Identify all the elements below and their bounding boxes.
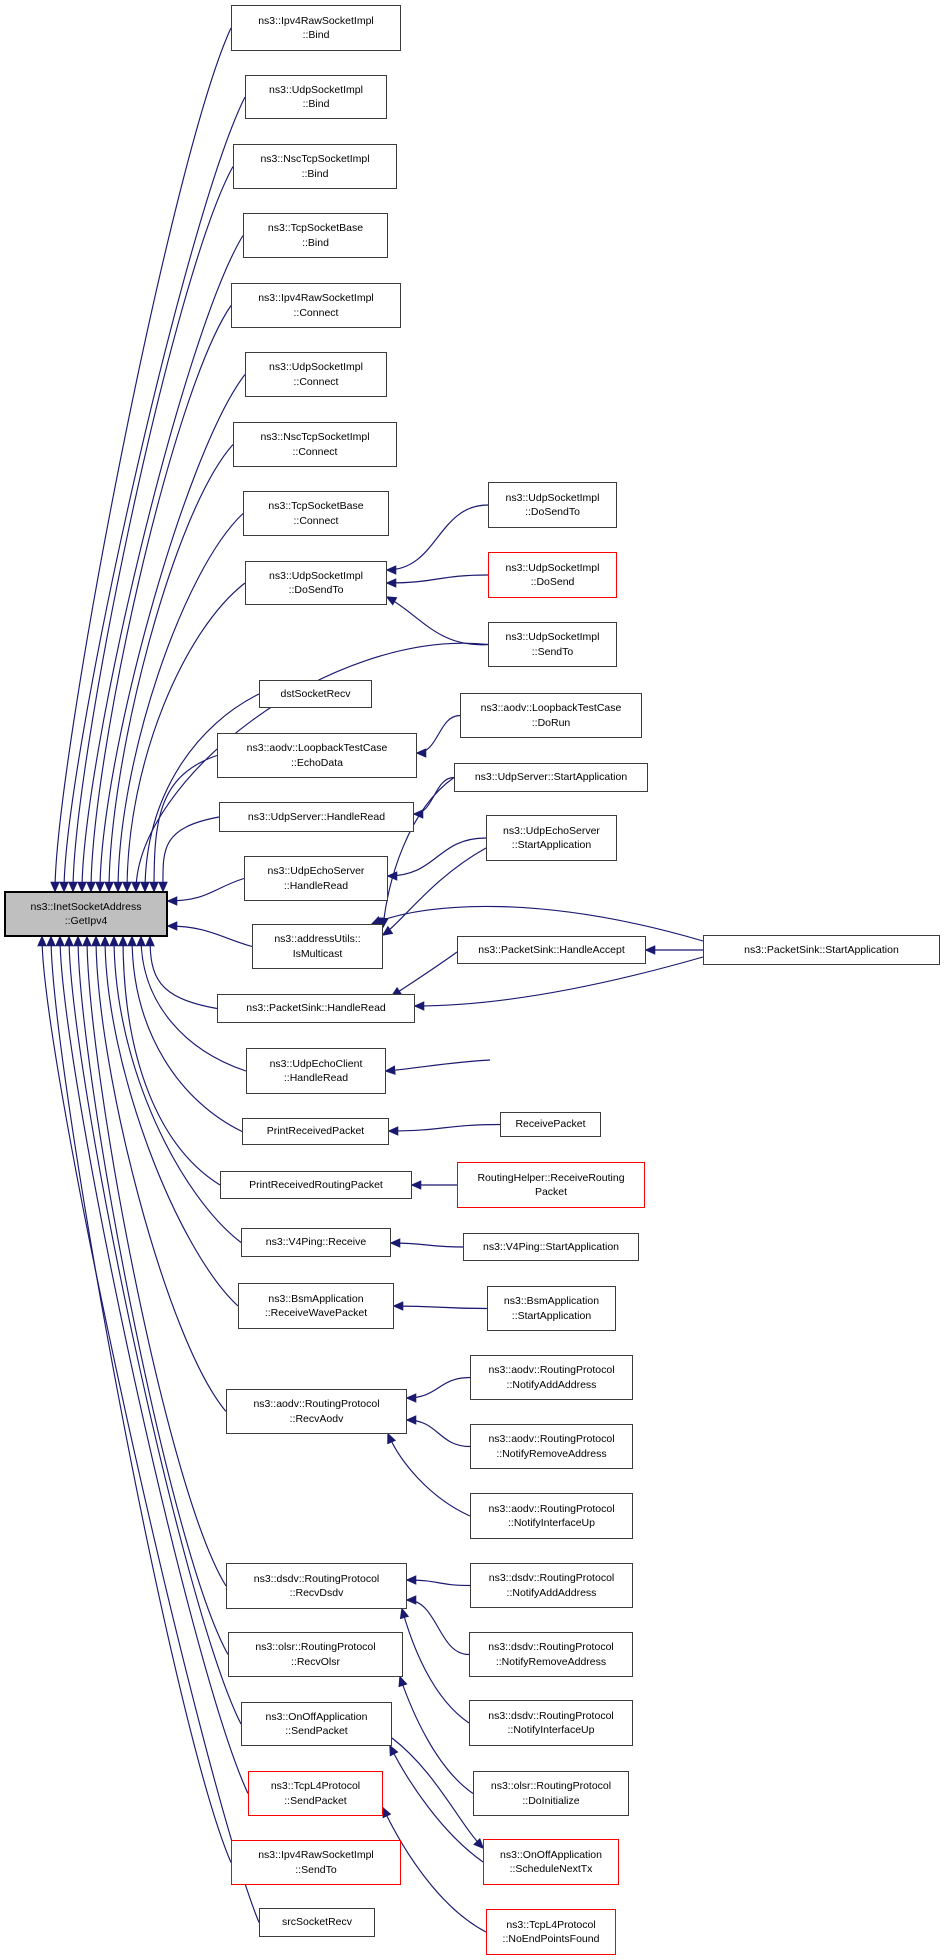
node-packetsink-hr[interactable] [217,994,415,1023]
edge-aodv-naa-to-aodv-recvaodv [407,1378,470,1399]
node-label: ns3::aodv::RoutingProtocol [488,1502,615,1515]
node-bsm-recvwave[interactable] [238,1283,394,1329]
node-label: ns3::UdpSocketImpl [505,561,600,574]
node-label: ::Connect [293,306,339,319]
node-printrecvpacket[interactable] [242,1118,389,1145]
node-label: ::DoRun [531,716,571,729]
node-label: ::Connect [292,445,338,458]
node-label: ns3::aodv::RoutingProtocol [488,1364,615,1376]
node-label: ::HandleRead [283,879,349,892]
node-udp-dosendto2[interactable] [488,482,617,528]
node-label: ns3::dsdv::RoutingProtocol [488,1709,614,1722]
node-label: ns3::TcpL4Protocol [506,1918,596,1931]
node-label: ::NotifyAddAddress [506,1586,597,1599]
node-srcsocketrecv[interactable] [259,1908,375,1937]
node-label: PrintReceivedPacket [266,1125,365,1138]
node-label: ::NoEndPointsFound [502,1933,600,1945]
edge-udpserver-hr-to-root [163,817,219,891]
node-label: ns3::aodv::LoopbackTestCase [246,742,388,754]
node-label: ns3::Ipv4RawSocketImpl [258,14,374,27]
node-label: ::NotifyInterfaceUp [507,1724,595,1736]
node-udp-connect[interactable] [245,352,387,397]
edge-udp-sendto2-to-udp-dosendto [387,597,488,645]
edge-packetsink-ha-to-packetsink-hr [392,952,457,996]
edge-ismulticast-to-root [168,926,252,947]
edge-udpechoserver-hr-to-root [168,879,244,902]
edge-udpechoserver-sa-to-ismulticast [383,848,486,935]
node-nsctcp-connect[interactable] [233,422,397,467]
node-label: ns3::TcpL4Protocol [270,1780,361,1792]
node-label: ::Bind [301,167,329,180]
edge-udp-dosend-to-udp-dosendto [387,575,488,583]
node-aodv-echodata[interactable] [217,733,417,778]
node-tcp-connect[interactable] [243,491,389,536]
edge-aodv-dorun-to-aodv-echodata [417,716,460,754]
node-label: ns3::aodv::RoutingProtocol [488,1433,615,1445]
node-label: ns3::aodv::LoopbackTestCase [480,702,622,714]
node-routinghelper-rrp[interactable] [457,1162,645,1208]
node-ipv4raw-bind[interactable] [231,5,401,51]
node-label: ::GetIpv4 [64,915,108,927]
edge-tcp-connect-to-root [118,514,243,892]
node-label: ::DoSendTo [525,506,580,518]
node-label: ::SendPacket [285,1725,348,1737]
edge-dsdv-niu-to-dsdv-recvdsdv [402,1609,469,1723]
edge-packetsink-hr-to-root [150,937,217,1009]
node-label: ns3::Ipv4RawSocketImpl [258,292,374,304]
node-label: ns3::addressUtils:: [274,933,361,945]
node-aodv-naa[interactable] [470,1355,633,1400]
node-label: ::Connect [293,514,339,527]
node-label: ::ScheduleNextTx [509,1863,593,1875]
node-label: ns3::olsr::RoutingProtocol [490,1780,612,1792]
node-v4ping-receive[interactable] [241,1228,391,1257]
node-olsr-recvolsr[interactable] [228,1632,403,1677]
edge-dsdv-recvdsdv-to-root [87,937,226,1586]
node-label: ns3::OnOffApplication [265,1710,368,1723]
node-label: ::EchoData [291,756,343,769]
node-label: ::DoSend [530,576,575,588]
edge-nsctcp-bind-to-root [73,167,233,892]
node-ipv4raw-sendto[interactable] [231,1840,401,1885]
node-label: ns3::UdpEchoClient [269,1057,363,1070]
node-label: ns3::PacketSink::HandleAccept [478,943,625,956]
node-label: ns3::UdpSocketImpl [269,361,363,373]
edge-printrecvroutpacket-to-root [123,937,220,1185]
node-label: ns3::olsr::RoutingProtocol [255,1641,376,1653]
node-bsm-sa[interactable] [487,1286,616,1331]
node-label: ns3::V4Ping::StartApplication [483,1240,619,1253]
node-label: ns3::UdpSocketImpl [505,491,600,504]
edge-tcp-bind-to-root [82,236,243,892]
node-label: srcSocketRecv [281,1916,353,1929]
node-nsctcp-bind[interactable] [233,144,397,189]
node-label: ns3::dsdv::RoutingProtocol [488,1641,614,1653]
node-label: ::NotifyAddAddress [506,1378,597,1391]
node-label: RoutingHelper::ReceiveRouting [477,1171,625,1184]
node-label: ns3::NscTcpSocketImpl [260,431,370,443]
node-label: ns3::UdpSocketImpl [505,631,600,643]
node-label: Packet [534,1186,568,1198]
edge-udpechoclient-hr-to-udpechoclient-hr [386,1060,490,1071]
node-onoff-schednexttx[interactable] [483,1839,619,1885]
node-label: ::Bind [302,29,330,41]
node-label: ::Bind [302,236,329,249]
node-label: ::HandleRead [283,1072,349,1084]
node-dsdv-naa[interactable] [470,1563,633,1608]
edge-v4ping-sa-to-v4ping-receive [391,1243,463,1247]
node-label: ::Connect [293,375,339,388]
node-tcpl4-noendpoints[interactable] [486,1909,616,1955]
node-label: ns3::Ipv4RawSocketImpl [258,1849,374,1861]
node-dsdv-niu[interactable] [469,1700,633,1746]
node-root [4,891,168,937]
edge-dstsocketrecv-to-root [145,694,259,891]
edge-dsdv-nra-to-dsdv-recvdsdv [407,1600,469,1655]
node-udp-sendto2[interactable] [488,622,617,667]
node-packetsink-sa[interactable] [703,935,940,965]
node-udpserver-sa[interactable] [454,763,648,792]
node-onoff-sendpacket[interactable] [241,1702,392,1746]
node-label: IsMulticast [292,947,343,960]
node-label: ns3::UdpSocketImpl [269,83,363,96]
node-packetsink-ha[interactable] [457,936,646,964]
node-aodv-dorun[interactable] [460,693,642,738]
node-olsr-doinit[interactable] [473,1771,629,1816]
edge-onoff-schednexttx-to-onoff-sendpacket [390,1746,483,1862]
node-label: ::SendPacket [284,1794,347,1807]
node-label: ns3::NscTcpSocketImpl [260,153,370,165]
node-label: ns3::PacketSink::HandleRead [246,1002,386,1015]
node-label: ns3::TcpSocketBase [268,500,364,512]
node-label: ::ReceiveWavePacket [264,1307,368,1319]
node-label: ns3::dsdv::RoutingProtocol [253,1572,380,1585]
node-aodv-recvaodv[interactable] [226,1389,407,1434]
edge-udp-dosendto2-to-udp-dosendto [387,505,488,570]
node-label: ns3::BsmApplication [503,1295,600,1307]
node-label: ::StartApplication [511,1309,592,1322]
edge-aodv-niu-to-aodv-recvaodv [388,1434,470,1516]
node-label: dstSocketRecv [280,687,351,700]
node-udpechoserver-hr[interactable] [244,856,388,901]
node-label: ns3::UdpEchoServer [267,865,365,877]
node-label: ns3::BsmApplication [268,1292,364,1305]
node-label: ReceivePacket [515,1118,586,1131]
edge-olsr-doinit-to-olsr-recvolsr [400,1677,473,1794]
node-label: ns3::UdpServer::HandleRead [247,810,386,823]
node-label: ::DoSendTo [288,584,344,596]
node-label: ns3::UdpSocketImpl [269,569,363,582]
edge-packetsink-sa-to-packetsink-hr [415,957,703,1006]
node-aodv-niu[interactable] [470,1493,633,1539]
node-label: ns3::OnOffApplication [500,1848,602,1861]
node-label: ns3::UdpEchoServer [503,824,600,837]
edge-receivepacket-to-printrecvpacket [389,1125,500,1132]
node-dsdv-recvdsdv[interactable] [226,1563,407,1609]
node-label: ::RecvOlsr [290,1655,340,1668]
node-label: ns3::V4Ping::Receive [265,1236,367,1249]
node-dstsocketrecv[interactable] [259,680,372,708]
node-label: ::SendTo [531,645,574,658]
node-label: ::NotifyRemoveAddress [496,1447,607,1460]
node-label: ns3::TcpSocketBase [267,222,364,234]
edge-aodv-nra-to-aodv-recvaodv [407,1420,470,1447]
node-label: ::RecvDsdv [289,1587,344,1599]
node-label: ns3::UdpServer::StartApplication [474,771,628,784]
edge-dsdv-naa-to-dsdv-recvdsdv [407,1580,470,1586]
node-udpserver-hr[interactable] [219,802,414,832]
edge-ipv4raw-sendto-to-root [51,937,231,1863]
node-label: ns3::dsdv::RoutingProtocol [488,1572,615,1584]
node-label: ::Bind [302,98,330,110]
node-label: ns3::InetSocketAddress [30,900,142,913]
edge-bsm-sa-to-bsm-recvwave [394,1306,487,1309]
node-aodv-nra[interactable] [470,1424,633,1469]
node-receivepacket[interactable] [500,1112,601,1137]
edge-printrecvpacket-to-root [132,937,242,1132]
node-ipv4raw-connect[interactable] [231,283,401,328]
node-label: ns3::PacketSink::StartApplication [744,943,899,956]
node-ismulticast[interactable] [252,924,383,969]
node-label: ::NotifyInterfaceUp [508,1517,595,1529]
node-udpechoserver-sa[interactable] [486,815,617,861]
node-printrecvroutpacket[interactable] [220,1171,412,1199]
node-udp-dosendto[interactable] [245,561,387,605]
node-label: ::RecvAodv [289,1412,344,1425]
edge-onoff-sendpacket-to-root [69,937,241,1724]
node-label: PrintReceivedRoutingPacket [249,1178,383,1191]
node-label: ns3::aodv::RoutingProtocol [253,1398,380,1410]
node-tcpl4-sendpacket[interactable] [248,1771,383,1816]
node-dsdv-nra[interactable] [469,1632,633,1677]
node-udpechoclient-hr[interactable] [246,1048,386,1094]
node-label: ::StartApplication [511,839,592,851]
edge-onoff-sendpacket-to-onoff-schednexttx [392,1738,483,1848]
node-label: ::DoInitialize [522,1794,580,1807]
node-udp-bind[interactable] [245,75,387,119]
node-tcp-bind[interactable] [243,213,388,258]
node-label: ::NotifyRemoveAddress [495,1655,607,1668]
node-v4ping-sa[interactable] [463,1233,639,1261]
node-udp-dosend[interactable] [488,552,617,598]
node-label: ::SendTo [295,1863,337,1876]
